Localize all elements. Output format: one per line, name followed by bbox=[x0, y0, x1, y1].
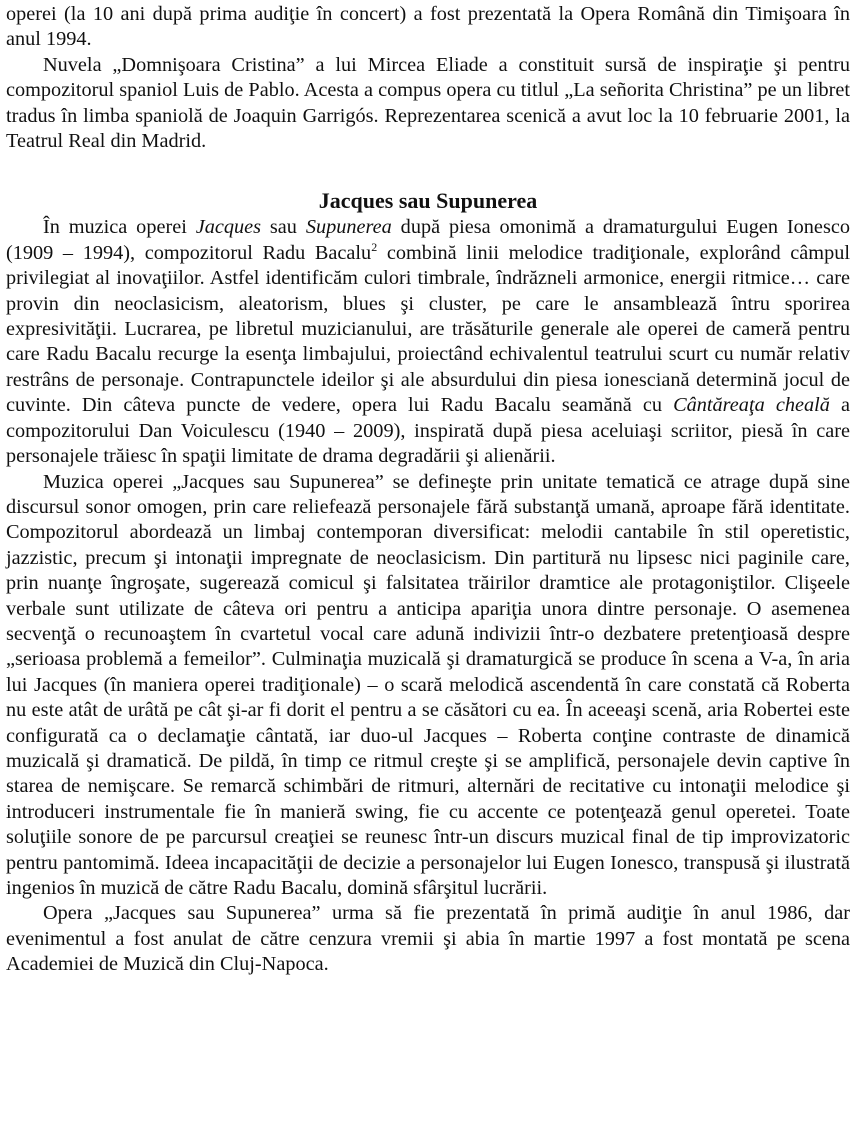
text-run: a compozitorului Dan Voiculescu (1940 – 2009), inspirată după piesa aceluiaşi scriitor, piesă în care personajele trăiesc în spaţii limitate de drama degradării şi alienării. bbox=[6, 394, 850, 468]
text-run: sau bbox=[261, 216, 306, 239]
italic-title-supunerea: Supunerea bbox=[305, 216, 392, 239]
paragraph-opera-timisoara: operei (la 10 ani după prima audiţie în concert) a fost prezentată la Opera Română din Timişoara în anul 1994. bbox=[6, 3, 850, 51]
italic-title-cantareata: Cântăreaţa cheală bbox=[673, 394, 830, 417]
section-gap bbox=[6, 154, 850, 187]
paragraph-premiere: Opera „Jacques sau Supunerea” urma să fie prezentată în primă audiţie în anul 1986, dar evenimentul a fost anulat de către cenzura vremii şi abia în martie 1997 a fost montată pe scena Academiei de Muzică din Cluj-Napoca. bbox=[6, 902, 850, 976]
italic-title-jacques: Jacques bbox=[195, 216, 262, 239]
section-heading: Jacques sau Supunerea bbox=[318, 188, 538, 214]
paragraph-music-analysis: Muzica operei „Jacques sau Supunerea” se defineşte prin unitate tematică ce atrage după sine discursul sonor omogen, prin care reliefează personajele fără substanţă umană, aproape fără identitate. Compozitorul abordează un limbaj contemporan diversificat: melodii cantabile în stil operetistic, jazzistic, precum şi intonaţii impregnate de neoclasicism. Din partitură nu lipsesc nici paginile care, prin nuanţe îngroşate, sugerează comicul şi falsitatea trăirilor dramtice ale protagoniştilor. Clişeele verbale sunt utilizate de câteva ori pentru a anticipa apariţia unora dintre personaje. O asemenea secvenţă o recunoaştem în cvartetul vocal care adună indivizii într-o dezbatere pretenţioasă despre „serioasa problemă a femeilor”. Culminaţia muzicală şi dramaturgică se produce în scena a V-a, în aria lui Jacques (în maniera operei tradiţionale) – o scară melodică ascendentă în care constată că Roberta nu este atât de urâtă pe cât şi-ar fi dorit el pentru a se căsători cu ea. În aceeaşi scenă, aria Robertei este configurată ca o declamaţie cântată, iar duo-ul Jacques – Roberta conţine contraste de dinamică muzicală şi dramatică. De pildă, în timp ce ritmul creşte şi se amplifică, personajele devin captive în starea de nemişcare. Se remarcă schimbări de ritmuri, alternări de recitative cu intonaţii melodice şi introduceri instrumentale fie în manieră swing, fie cu accente ce potenţează genul operetei. Toate soluţiile sonore de pe parcursul creaţiei se reunesc într-un discurs muzical final de tip improvizatoric pentru pantomimă. Ideea incapacităţii de decizie a personajelor lui Eugen Ionesco, transpusă şi ilustrată ingenios în muzică de către Radu Bacalu, domină sfârşitul lucrării. bbox=[6, 470, 850, 899]
footnote-marker: 2 bbox=[371, 240, 378, 255]
text-run: după piesa omonimă a dramaturgului Eugen Ionesco (1909 – 1994), compozitorul Radu Bacalu bbox=[6, 216, 850, 264]
text-run: combină linii melodice tradiţionale, explorând câmpul privilegiat al inovaţiilor. Astfel identificăm culori timbrale, îndrăzneli armonice, energii ritmice… care provin din neoclasicism, aleatorism, blues şi cluster, pe care le ansamblează întru sporirea expresivităţii. Lucrarea, pe libretul muzicianului, are trăsăturile generale ale operei de cameră pentru care Radu Bacalu recurge la esenţa limbajului, proiectând echivalentul teatrului scurt cu număr relativ restrâns de personaje. Contrapunctele ideilor şi ale absurdului din piesa ionesciană determină jocul de cuvinte. Din câteva puncte de vedere, opera lui Radu Bacalu seamănă cu bbox=[6, 241, 850, 417]
paragraph-jacques-intro bbox=[6, 215, 850, 469]
paragraph-domnisoara-cristina: Nuvela „Domnişoara Cristina” a lui Mircea Eliade a constituit sursă de inspiraţie şi pentru compozitorul spaniol Luis de Pablo. Acesta a compus opera cu titlul „La señorita Christina” pe un libret tradus în limba spaniolă de Joaquin Garrigós. Reprezentarea scenică a avut loc la 10 februarie 2001, la Teatrul Real din Madrid. bbox=[6, 53, 850, 153]
text-run: În muzica operei bbox=[43, 216, 196, 239]
